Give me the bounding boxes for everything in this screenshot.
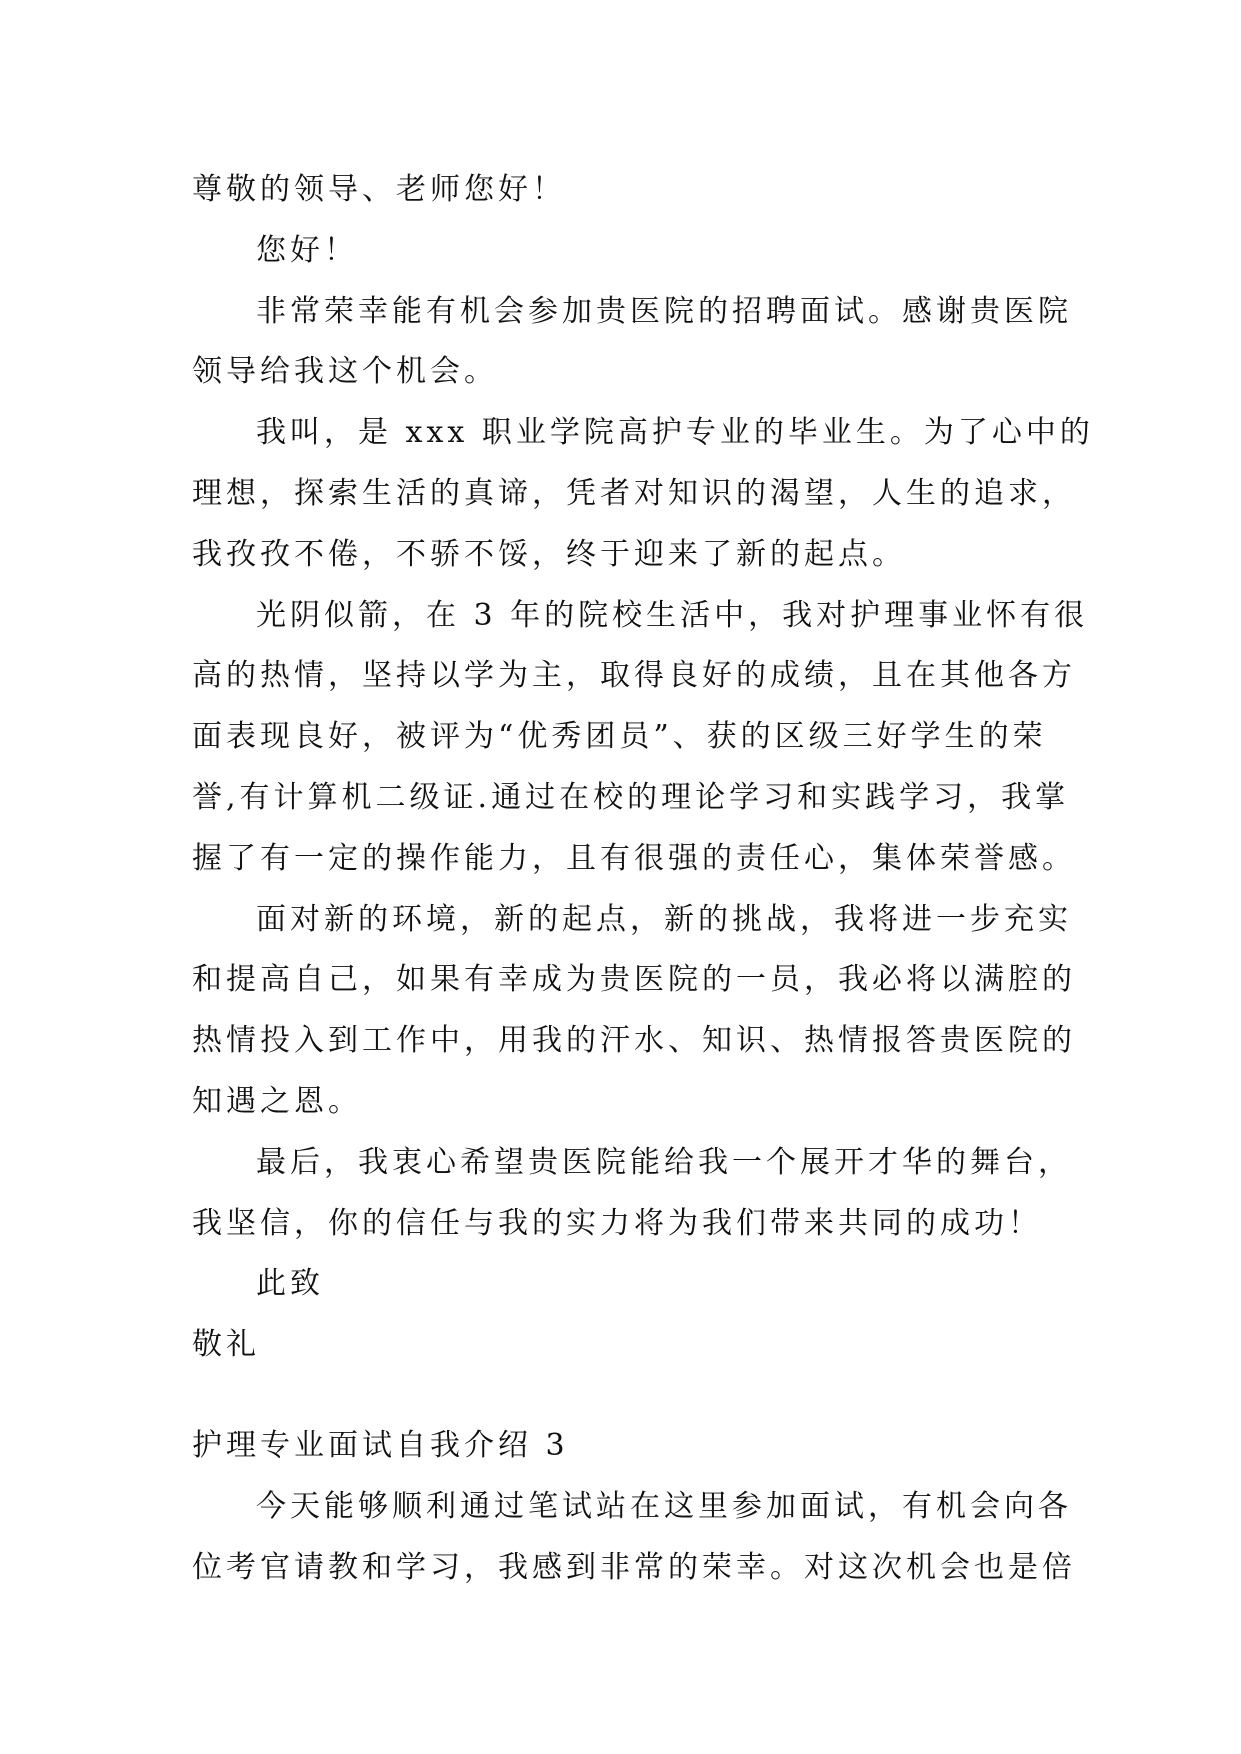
paragraph-1-line-1: 非常荣幸能有机会参加贵医院的招聘面试。感谢贵医院 <box>256 294 1072 329</box>
paragraph-4-line-2: 和提高自己，如果有幸成为贵医院的一员，我必将以满腔的 <box>192 962 1076 997</box>
closing-line-1: 此致 <box>256 1266 324 1301</box>
closing-line-2: 敬礼 <box>192 1327 260 1362</box>
paragraph-3-line-3: 面表现良好，被评为“优秀团员”、获的区级三好学生的荣 <box>192 719 1047 754</box>
paragraph-1-line-2: 领导给我这个机会。 <box>192 354 498 389</box>
paragraph-4-line-4: 知遇之恩。 <box>192 1084 362 1119</box>
paragraph-2-line-2: 理想，探索生活的真谛，凭者对知识的渴望，人生的追求， <box>192 476 1076 511</box>
paragraph-3-line-1: 光阴似箭，在 3 年的院校生活中，我对护理事业怀有很 <box>256 598 1089 633</box>
paragraph-5-line-1: 最后，我衷心希望贵医院能给我一个展开才华的舞台， <box>256 1145 1072 1180</box>
paragraph-6-line-1: 今天能够顺利通过笔试站在这里参加面试，有机会向各 <box>256 1489 1072 1524</box>
paragraph-3-line-4: 誉,有计算机二级证.通过在校的理论学习和实践学习，我掌 <box>192 780 1070 815</box>
paragraph-3-line-2: 高的热情，坚持以学为主，取得良好的成绩，且在其他各方 <box>192 658 1076 693</box>
paragraph-5-line-2: 我坚信，你的信任与我的实力将为我们带来共同的成功！ <box>192 1206 1042 1241</box>
hello-line: 您好！ <box>256 233 358 268</box>
paragraph-2-line-3: 我孜孜不倦，不骄不馁，终于迎来了新的起点。 <box>192 537 906 572</box>
paragraph-3-line-5: 握了有一定的操作能力，且有很强的责任心，集体荣誉感。 <box>192 841 1076 876</box>
paragraph-4-line-3: 热情投入到工作中，用我的汗水、知识、热情报答贵医院的 <box>192 1023 1076 1058</box>
paragraph-6-line-2: 位考官请教和学习，我感到非常的荣幸。对这次机会也是倍 <box>192 1550 1076 1585</box>
section-title: 护理专业面试自我介绍 3 <box>192 1428 569 1463</box>
paragraph-4-line-1: 面对新的环境，新的起点，新的挑战，我将进一步充实 <box>256 902 1072 937</box>
letter-greeting: 尊敬的领导、老师您好！ <box>192 172 566 207</box>
paragraph-2-line-1: 我叫，是 xxx 职业学院高护专业的毕业生。为了心中的 <box>256 415 1094 450</box>
